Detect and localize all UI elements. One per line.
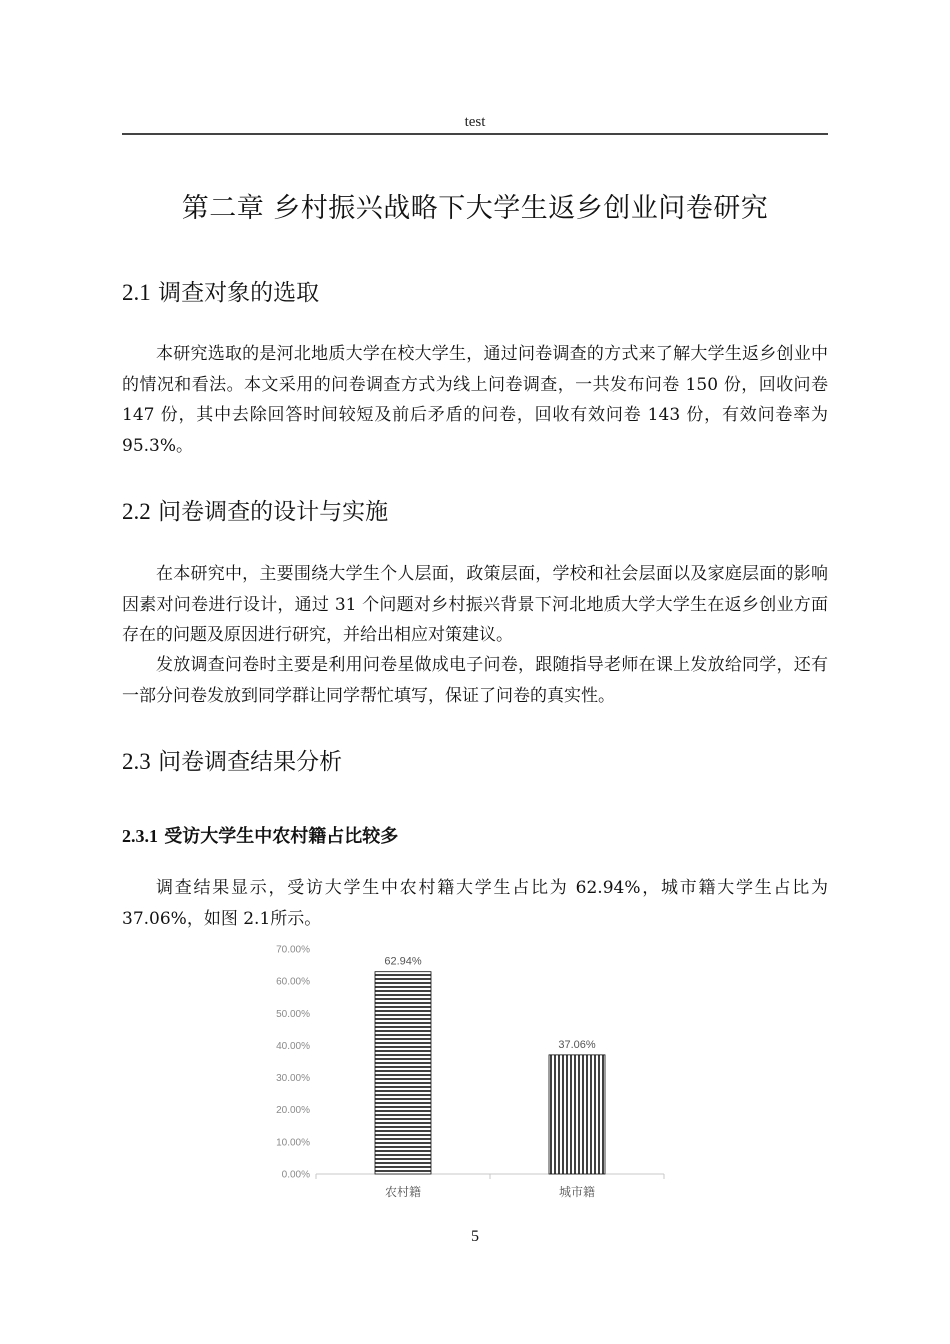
- y-tick-label: 40.00%: [276, 1040, 310, 1052]
- y-tick-label: 70.00%: [276, 944, 310, 956]
- section-title: 问卷调查的设计与实施: [158, 499, 389, 525]
- x-tick-label: 城市籍: [558, 1185, 596, 1199]
- y-tick-label: 0.00%: [281, 1169, 310, 1181]
- header-rule: [122, 133, 828, 135]
- chapter-title: 第二章 乡村振兴战略下大学生返乡创业问卷研究: [181, 193, 769, 224]
- data-label: 62.94%: [384, 955, 422, 968]
- subsection-title: 受访大学生中农村籍占比较多: [164, 826, 399, 847]
- y-tick-label: 60.00%: [276, 976, 310, 988]
- y-tick-label: 20.00%: [276, 1105, 310, 1117]
- section-number: 2.3: [122, 749, 151, 774]
- y-tick-label: 10.00%: [276, 1137, 310, 1149]
- paragraph-2-2-a: 在本研究中，主要围绕大学生个人层面，政策层面，学校和社会层面以及家庭层面的影响因素对问卷进行设计，通过 31 个问题对乡村振兴背景下河北地质大学大学生在返乡创业方面存在的问题及原因进行研究，并给出相应对策建议。: [122, 564, 828, 645]
- paragraph-2-1: 本研究选取的是河北地质大学在校大学生，通过问卷调查的方式来了解大学生返乡创业中的情况和看法。本文采用的问卷调查方式为线上问卷调查，一共发布问卷 150 份，回收问卷 147 份，其中去除回答时间较短及前后矛盾的问卷，回收有效问卷 143 份，有效问卷率为 95.3%。: [122, 344, 828, 456]
- paragraph-2-3-1: 调查结果显示，受访大学生中农村籍大学生占比为 62.94%，城市籍大学生占比为 37.06%，如图 2.1所示。: [122, 878, 828, 929]
- data-label: 37.06%: [558, 1038, 596, 1051]
- section-number: 2.2: [122, 499, 151, 524]
- section-number: 2.1: [122, 280, 151, 305]
- section-title: 问卷调查结果分析: [158, 749, 343, 775]
- section-heading-2-3: [122, 743, 342, 776]
- subsection-heading-2-3-1: [122, 822, 398, 848]
- bar-chart: [270, 938, 680, 1208]
- section-heading-2-1: [122, 274, 319, 307]
- bar: [375, 972, 431, 1174]
- subsection-number: 2.3.1: [122, 826, 158, 846]
- page-header: test: [464, 114, 486, 130]
- y-tick-label: 30.00%: [276, 1073, 310, 1085]
- section-title: 调查对象的选取: [158, 280, 320, 306]
- section-heading-2-2: [122, 493, 388, 526]
- paragraph-2-2-b: 发放调查问卷时主要是利用问卷星做成电子问卷，跟随指导老师在课上发放给同学，还有一部分问卷发放到同学群让同学帮忙填写，保证了问卷的真实性。: [122, 655, 828, 706]
- x-tick-label: 农村籍: [384, 1185, 422, 1199]
- bar: [549, 1055, 605, 1174]
- y-tick-label: 50.00%: [276, 1008, 310, 1020]
- page-number: 5: [471, 1228, 479, 1245]
